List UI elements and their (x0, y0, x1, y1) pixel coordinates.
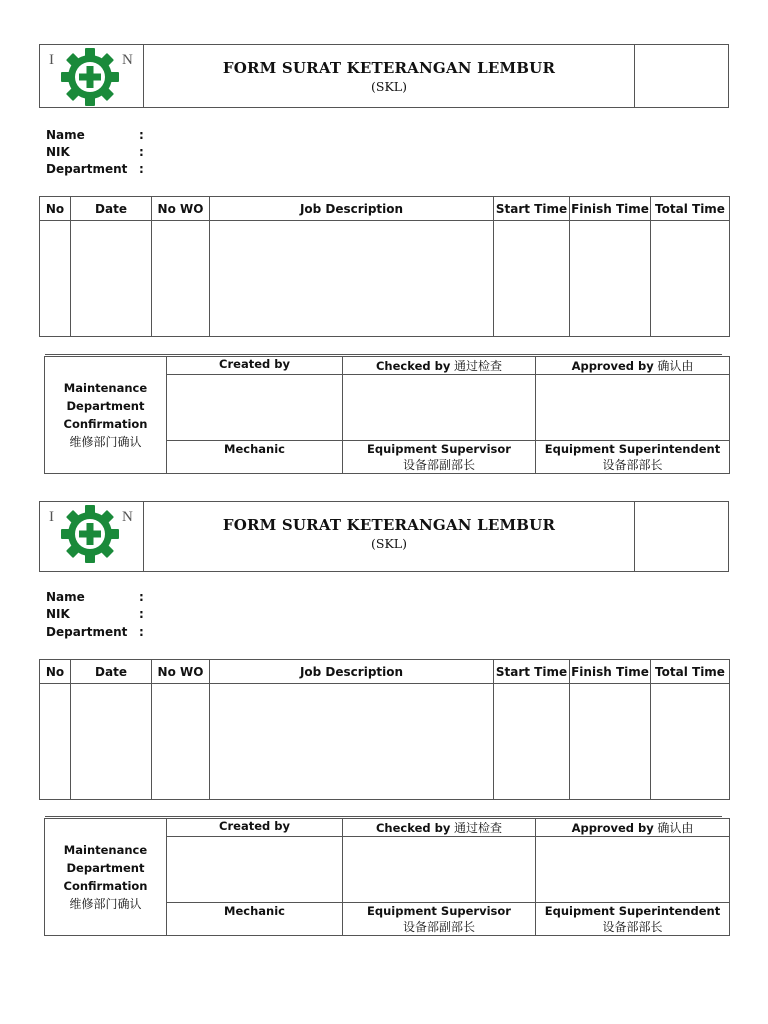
mechanic-label: Mechanic (167, 903, 343, 936)
col-finish-time: Finish Time (570, 197, 651, 221)
col-total-time: Total Time (651, 197, 730, 221)
form-title: FORM SURAT KETERANGAN LEMBUR (222, 59, 556, 77)
blank-cell (634, 45, 730, 107)
title-cell (144, 502, 634, 571)
cell-total-time[interactable] (651, 684, 730, 800)
equipment-superintendent-label: Equipment Superintendent (544, 904, 721, 918)
supervisor-signature-box[interactable] (343, 837, 536, 903)
nik-colon: : (139, 145, 144, 159)
form-subtitle: (SKL) (371, 79, 407, 94)
mechanic-signature-box[interactable] (167, 375, 343, 441)
cell-no-wo[interactable] (152, 221, 210, 337)
col-total-time: Total Time (651, 660, 730, 684)
svg-text:I: I (49, 52, 54, 68)
equipment-supervisor-cn: 设备部副部长 (402, 920, 475, 934)
checked-by-label: Checked by (375, 359, 451, 373)
col-start-time: Start Time (494, 197, 570, 221)
job-table (39, 659, 730, 800)
superintendent-signature-box[interactable] (536, 837, 730, 903)
col-start-time: Start Time (494, 660, 570, 684)
equipment-superintendent-label: Equipment Superintendent (544, 442, 721, 456)
job-table-row (40, 221, 730, 337)
col-date: Date (71, 660, 152, 684)
cell-date[interactable] (71, 221, 152, 337)
form-title: FORM SURAT KETERANGAN LEMBUR (222, 516, 556, 534)
svg-text:N: N (122, 52, 133, 68)
col-no-wo: No WO (152, 197, 210, 221)
title-cell (144, 45, 634, 107)
svg-text:N: N (122, 509, 133, 525)
checked-by-cn: 通过检查 (454, 821, 503, 835)
approved-by-cell (536, 357, 730, 375)
cell-finish-time[interactable] (570, 684, 651, 800)
confirm-line2: Department (66, 861, 145, 875)
form-header (39, 44, 729, 108)
department-colon: : (139, 625, 144, 639)
created-by-label: Created by (167, 819, 343, 837)
cell-date[interactable] (71, 684, 152, 800)
approval-header-row (45, 357, 730, 375)
cell-total-time[interactable] (651, 221, 730, 337)
approval-table (44, 818, 730, 936)
job-table (39, 196, 730, 337)
mechanic-label: Mechanic (167, 441, 343, 474)
created-by-label: Created by (167, 357, 343, 375)
col-date: Date (71, 197, 152, 221)
approved-by-cell (536, 819, 730, 837)
mechanic-signature-box[interactable] (167, 837, 343, 903)
job-table-header-row (40, 197, 730, 221)
overtime-form-1 (0, 44, 768, 474)
confirmation-cell (45, 819, 167, 936)
confirmation-cell (45, 357, 167, 474)
form-header (39, 501, 729, 572)
approval-top-line (45, 816, 722, 817)
overtime-form-2 (0, 501, 768, 941)
col-job-description: Job Description (210, 660, 494, 684)
cell-finish-time[interactable] (570, 221, 651, 337)
equipment-supervisor-label: Equipment Supervisor (367, 904, 511, 918)
logo-cell (40, 502, 144, 571)
form-subtitle: (SKL) (371, 536, 407, 551)
cell-job-description[interactable] (210, 684, 494, 800)
equipment-superintendent-cn: 设备部部长 (602, 920, 663, 934)
cell-start-time[interactable] (494, 221, 570, 337)
nik-colon: : (139, 607, 144, 621)
confirm-cn: 维修部门确认 (69, 897, 142, 911)
supervisor-cell (343, 903, 536, 936)
cell-job-description[interactable] (210, 221, 494, 337)
approval-top-line (45, 354, 722, 355)
nik-label: NIK (46, 145, 70, 159)
equipment-supervisor-label: Equipment Supervisor (367, 442, 511, 456)
approved-by-label: Approved by (571, 359, 654, 373)
checked-by-label: Checked by (375, 821, 451, 835)
equipment-supervisor-cn: 设备部副部长 (402, 458, 475, 472)
checked-by-cell (343, 357, 536, 375)
supervisor-signature-box[interactable] (343, 375, 536, 441)
col-no: No (40, 660, 71, 684)
name-colon: : (139, 128, 144, 142)
department-label: Department (46, 162, 128, 176)
cell-no[interactable] (40, 684, 71, 800)
blank-cell (634, 502, 730, 571)
superintendent-signature-box[interactable] (536, 375, 730, 441)
approved-by-cn: 确认由 (657, 359, 694, 373)
confirm-line1: Maintenance (63, 381, 148, 395)
department-colon: : (139, 162, 144, 176)
approval-header-row (45, 819, 730, 837)
approval-table (44, 356, 730, 474)
name-colon: : (139, 590, 144, 604)
name-label: Name (46, 128, 85, 142)
department-label: Department (46, 625, 128, 639)
company-logo-icon (40, 502, 143, 564)
confirm-line2: Department (66, 399, 145, 413)
approved-by-cn: 确认由 (657, 821, 694, 835)
equipment-superintendent-cn: 设备部部长 (602, 458, 663, 472)
cell-no[interactable] (40, 221, 71, 337)
svg-text:I: I (49, 509, 54, 525)
name-label: Name (46, 590, 85, 604)
confirm-line3: Confirmation (63, 417, 148, 431)
logo-cell (40, 45, 144, 107)
cell-no-wo[interactable] (152, 684, 210, 800)
col-finish-time: Finish Time (570, 660, 651, 684)
company-logo-icon (40, 45, 143, 107)
approved-by-label: Approved by (571, 821, 654, 835)
superintendent-cell (536, 441, 730, 474)
col-job-description: Job Description (210, 197, 494, 221)
confirm-line1: Maintenance (63, 843, 148, 857)
confirm-line3: Confirmation (63, 879, 148, 893)
confirm-cn: 维修部门确认 (69, 435, 142, 449)
col-no: No (40, 197, 71, 221)
nik-label: NIK (46, 607, 70, 621)
job-table-header-row (40, 660, 730, 684)
checked-by-cell (343, 819, 536, 837)
job-table-row (40, 684, 730, 800)
cell-start-time[interactable] (494, 684, 570, 800)
supervisor-cell (343, 441, 536, 474)
col-no-wo: No WO (152, 660, 210, 684)
checked-by-cn: 通过检查 (454, 359, 503, 373)
superintendent-cell (536, 903, 730, 936)
